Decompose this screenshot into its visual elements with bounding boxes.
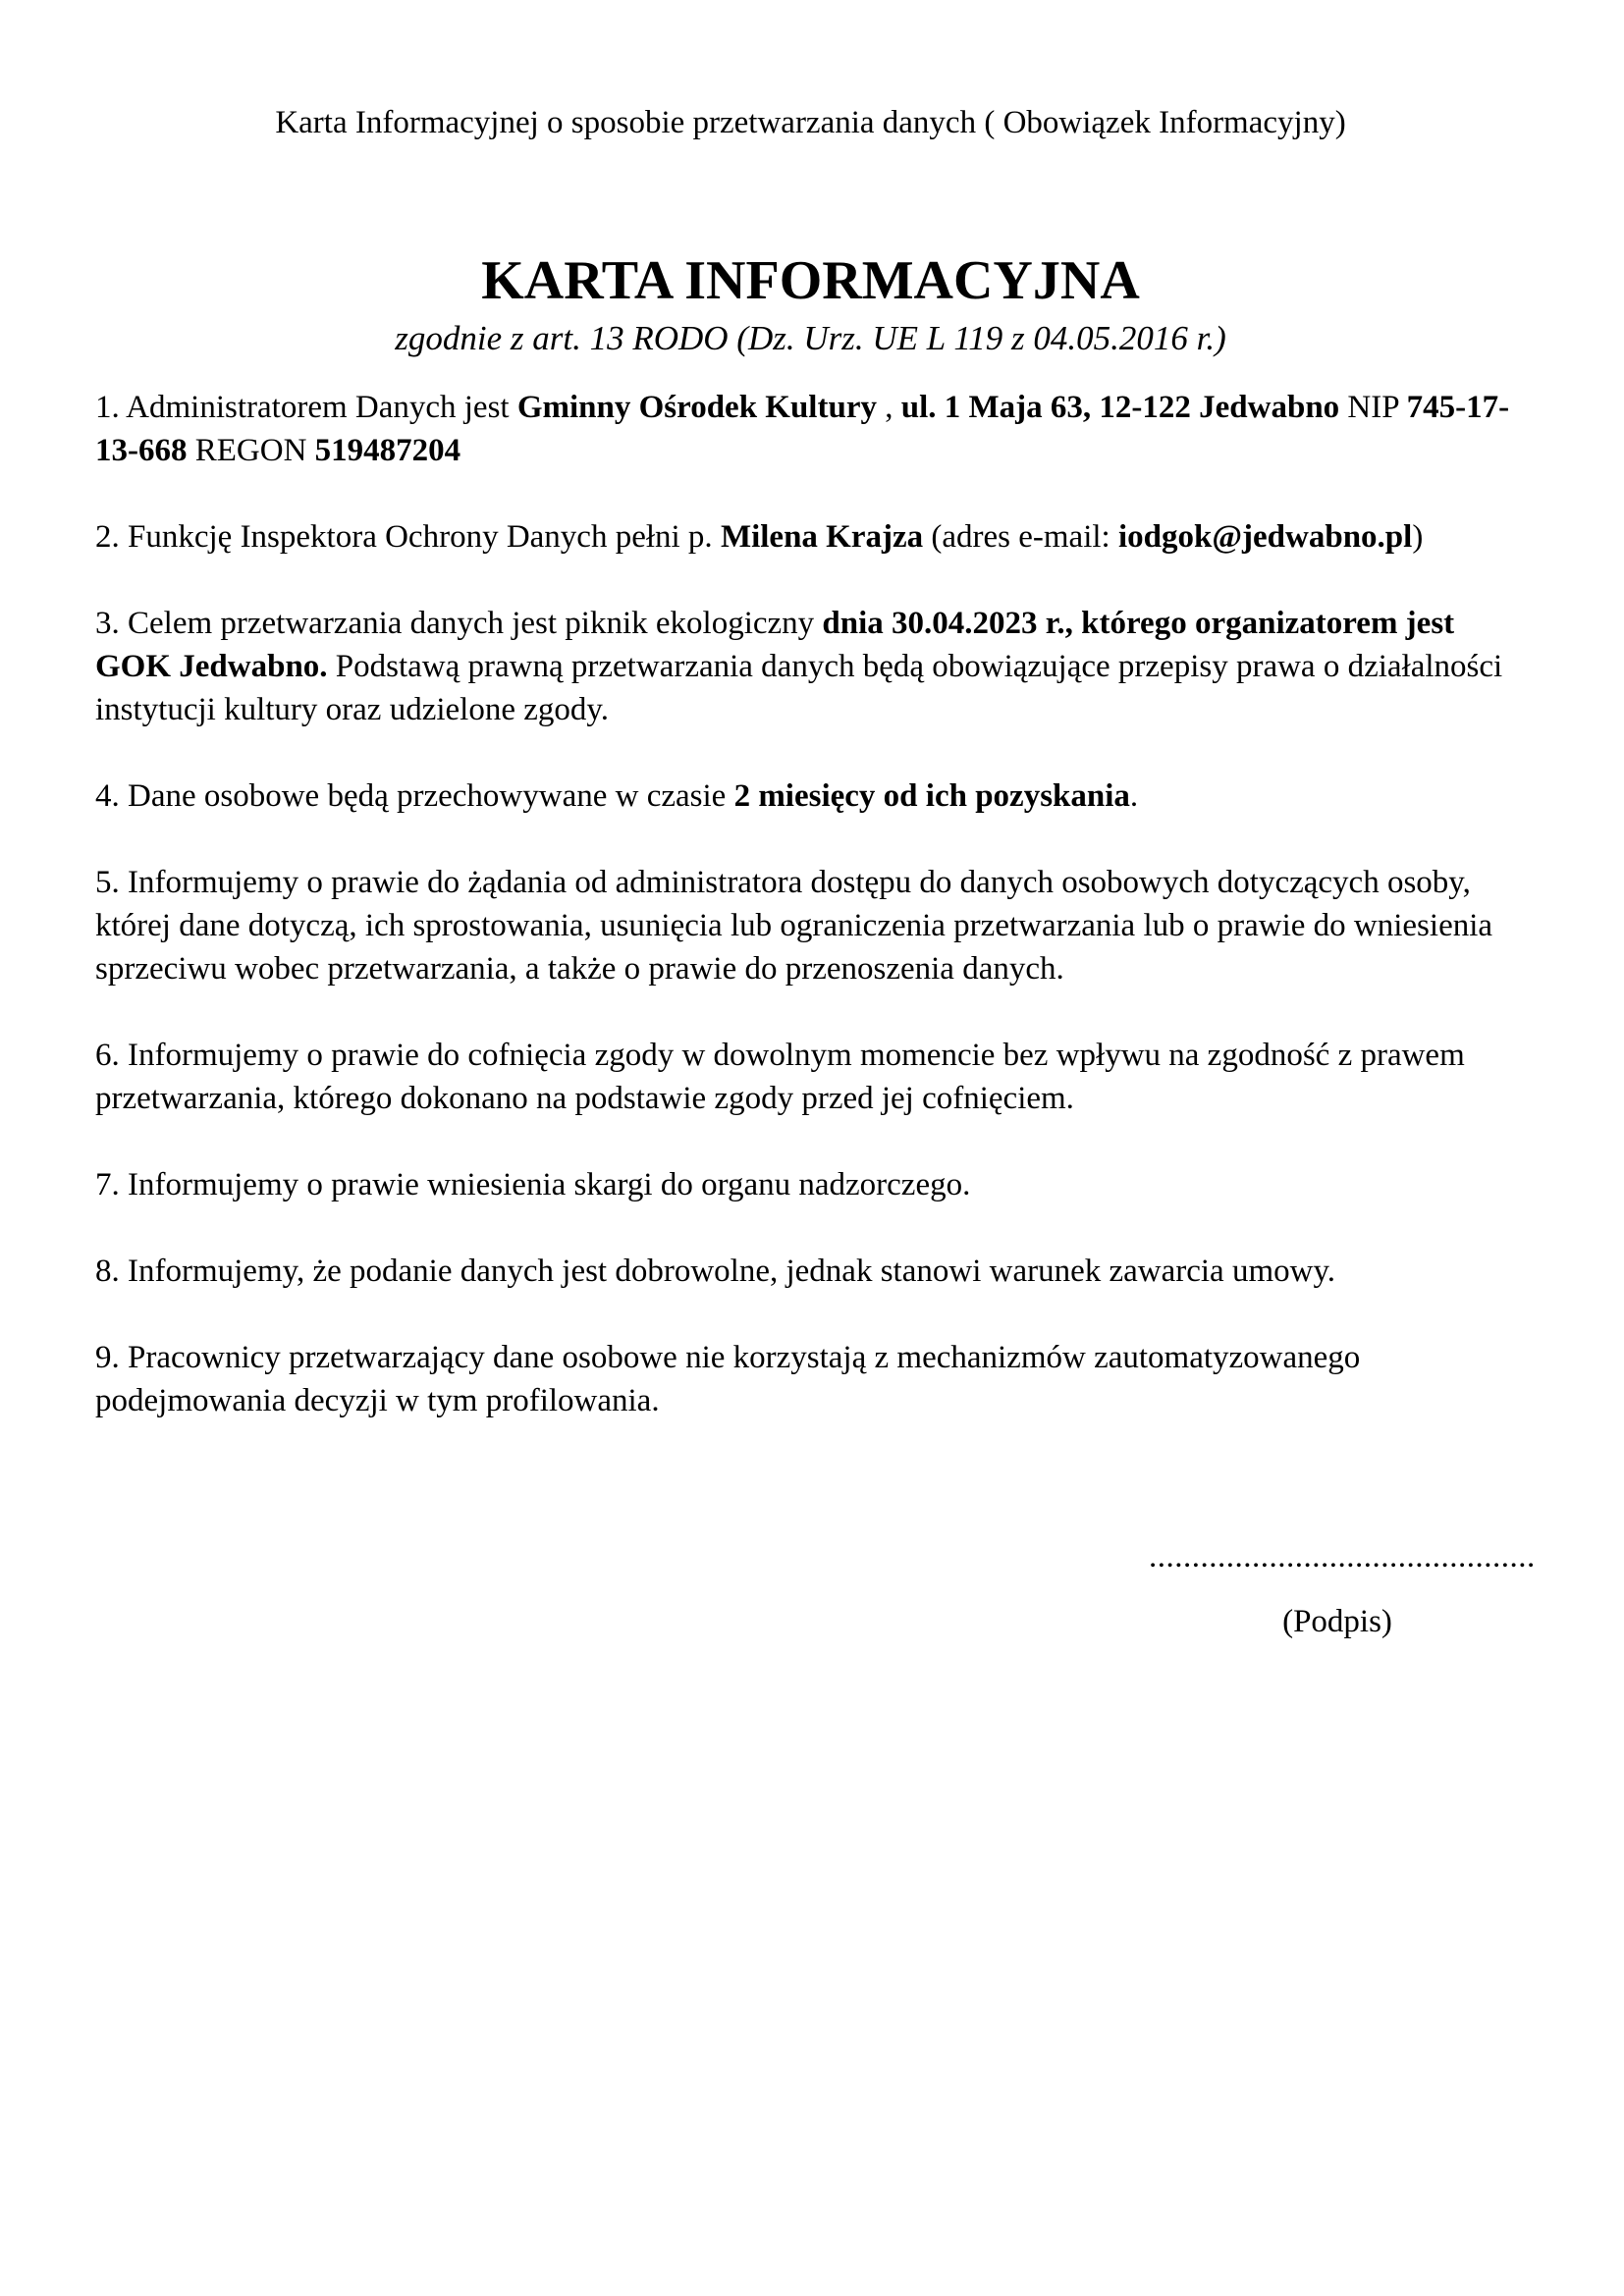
paragraph-5: 5. Informujemy o prawie do żądania od administratora dostępu do danych osobowych dotyczących osoby, której dane dotyczą, ich sprostowania, usunięcia lub ograniczenia przetwarzania lub o prawie do wniesienia sprzeciwu wobec przetwarzania, a także o prawie do przenoszenia danych. <box>95 865 1493 987</box>
page-title: KARTA INFORMACYJNA <box>481 250 1140 311</box>
page-subtitle: zgodnie z art. 13 RODO (Dz. Urz. UE L 119 z 04.05.2016 r.) <box>395 319 1226 357</box>
paragraph-9: 9. Pracownicy przetwarzający dane osobowe nie korzystają z mechanizmów zautomatyzowanego podejmowania decyzji w tym profilowania. <box>95 1340 1361 1418</box>
document-header-line: Karta Informacyjnej o sposobie przetwarzania danych ( Obowiązek Informacyjny) <box>275 105 1346 140</box>
signature-block <box>1149 1535 1536 1643</box>
paragraph-1: 1. Administratorem Danych jest Gminny Ośrodek Kultury , ul. 1 Maja 63, 12-122 Jedwabno NIP 745-17-13-668 REGON 519487204 <box>95 390 1510 468</box>
paragraph-8: 8. Informujemy, że podanie danych jest dobrowolne, jednak stanowi warunek zawarcia umowy. <box>95 1254 1336 1289</box>
paragraph-6: 6. Informujemy o prawie do cofnięcia zgody w dowolnym momencie bez wpływu na zgodność z prawem przetwarzania, którego dokonano na podstawie zgody przed jej cofnięciem. <box>95 1038 1465 1116</box>
signature-dotted-line: ............................................. <box>1149 1539 1536 1575</box>
paragraph-2: 2. Funkcję Inspektora Ochrony Danych pełni p. Milena Krajza (adres e-mail: iodgok@jedwabno.pl) <box>95 519 1424 555</box>
paragraph-3: 3. Celem przetwarzania danych jest piknik ekologiczny dnia 30.04.2023 r., którego organizatorem jest GOK Jedwabno. Podstawą prawną przetwarzania danych będą obowiązujące przepisy prawa o działalności instytucji kultury oraz udzielone zgody. <box>95 606 1503 727</box>
paragraph-4: 4. Dane osobowe będą przechowywane w czasie 2 miesięcy od ich pozyskania. <box>95 778 1139 814</box>
document-body <box>95 386 1526 1422</box>
signature-label: (Podpis) <box>1282 1604 1392 1639</box>
paragraph-7: 7. Informujemy o prawie wniesienia skargi do organu nadzorczego. <box>95 1167 971 1202</box>
